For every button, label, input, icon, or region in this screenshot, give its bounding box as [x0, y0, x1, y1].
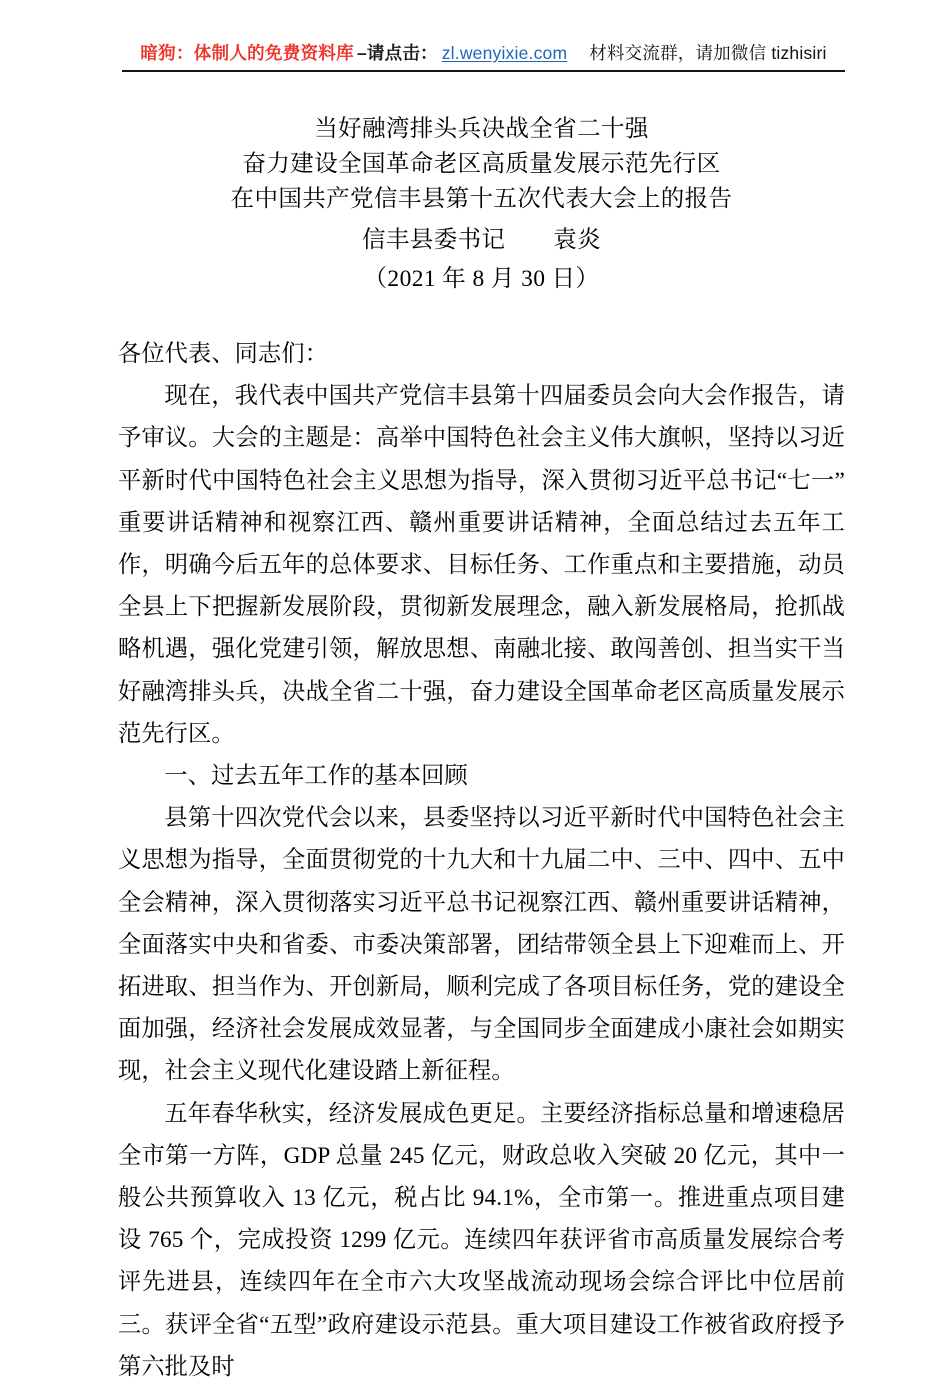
body-paragraph: 五年春华秋实，经济发展成色更足。主要经济指标总量和增速稳居全市第一方阵，GDP 总量 245 亿元，财政总收入突破 20 亿元，其中一般公共预算收入 13 亿元，税占比 94.1%，全市第一。推进重点项目建设 765 个，完成投资 1299 亿元。连续四年获评省市高质量发展综合考评先进县，连续四年在全市六大攻坚战流动现场会综合评比中位居前三。获评全省“五型”政府建设示范县。重大项目建设工作被省政府授予第六批及时 — [118, 1100, 845, 1380]
body-paragraph: 现在，我代表中国共产党信丰县第十四届委员会向大会作报告，请予审议。大会的主题是：高举中国特色社会主义伟大旗帜，坚持以习近平新时代中国特色社会主义思想为指导，深入贯彻习近平总书记“七一”重要讲话精神和视察江西、赣州重要讲话精神，全面总结过去五年工作，明确今后五年的总体要求、目标任务、工作重点和主要措施，动员全县上下把握新发展阶段，贯彻新发展理念，融入新发展格局，抢抓战略机遇，强化党建引领，解放思想、南融北接、敢闯善创、担当实干当好融湾排头兵，决战全省二十强，奋力建设全国革命老区高质量发展示范先行区。 — [118, 383, 845, 747]
title-line-2: 奋力建设全国革命老区高质量发展示范先行区 — [242, 151, 721, 177]
promo-brand-text: 暗狗：体制人的免费资料库 — [140, 43, 354, 64]
body-paragraph: 县第十四次党代会以来，县委坚持以习近平新时代中国特色社会主义思想为指导，全面贯彻党的十九大和十九届二中、三中、四中、五中全会精神，深入贯彻落实习近平总书记视察江西、赣州重要讲话精神，全面落实中央和省委、市委决策部署，团结带领全县上下迎难而上、开拓进取、担当作为、开创新局，顺利完成了各项目标任务，党的建设全面加强，经济社会发展成效显著，与全国同步全面建成小康社会如期实现，社会主义现代化建设踏上新征程。 — [118, 805, 845, 1085]
title-byline: 信丰县委书记 袁炎 — [362, 227, 601, 253]
promo-header-banner — [122, 38, 845, 72]
title-line-3: 在中国共产党信丰县第十五次代表大会上的报告 — [230, 186, 733, 212]
body-salutation: 各位代表、同志们： — [118, 341, 329, 367]
promo-header-line — [140, 45, 826, 63]
promo-wechat-text: 材料交流群，请加微信 tizhisiri — [589, 43, 827, 64]
title-line-1: 当好融湾排头兵决战全省二十强 — [314, 116, 649, 142]
promo-click-prompt: –请点击： — [356, 43, 438, 64]
body-section-heading: 一、过去五年工作的基本回顾 — [164, 763, 468, 790]
document-body — [118, 333, 845, 1388]
title-date: （2021 年 8 月 30 日） — [363, 266, 600, 292]
document-title-block — [118, 112, 845, 297]
promo-site-link[interactable]: zl.wenyixie.com — [441, 43, 568, 64]
